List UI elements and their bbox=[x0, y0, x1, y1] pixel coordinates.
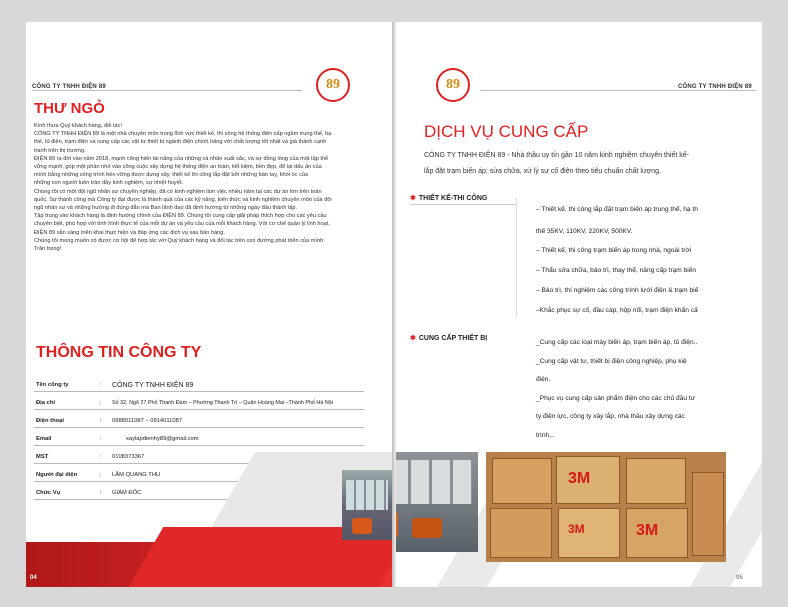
service-design-item: thế 35KV, 110KV, 220KV, 500KV. bbox=[536, 228, 633, 235]
brand-label: 3M bbox=[636, 522, 659, 539]
star-icon: ✱ bbox=[410, 335, 416, 342]
letter-line: quốc. Sự thành công mà Công ty đạt được là thành quả của các kỹ năng, kiến thức và kinh nghiệm chuyên môn của đội bbox=[34, 196, 332, 203]
services-intro bbox=[424, 148, 760, 180]
service-supply-item: trình,.. bbox=[536, 432, 555, 439]
info-row-tax: MST : 0108373367 bbox=[34, 446, 364, 464]
info-label: Tên công ty bbox=[36, 382, 69, 388]
info-row-address: Địa chỉ : Số 32, Ngõ 27 Phố Thanh Đàm – Phường Thanh Trì – Quận Hoàng Mai –Thành Phố Hà Nội bbox=[34, 392, 364, 410]
info-value: Số 32, Ngõ 27 Phố Thanh Đàm – Phường Thanh Trì – Quận Hoàng Mai –Thành Phố Hà Nội bbox=[112, 400, 333, 406]
left-page bbox=[26, 22, 392, 587]
info-row-position: Chức Vụ : GIÁM ĐỐC bbox=[34, 482, 364, 500]
info-label: MST bbox=[36, 454, 49, 460]
star-icon: ✱ bbox=[410, 195, 416, 202]
left-header-line bbox=[32, 90, 302, 91]
letter-line: ĐIỆN 89 ra đời vào năm 2018, mạnh công hiến tài năng của những cá nhân xuất sắc, và sự đồng lòng của một tập thể bbox=[34, 155, 329, 162]
info-row-name: Tên công ty : CÔNG TY TNHH ĐIỆN 89 bbox=[34, 374, 364, 392]
letter-line: Tập trung vào khách hàng là định hướng chính của ĐIỆN 89. Chúng tôi cung cấp giải pháp thích hợp cho các yêu cầu bbox=[34, 213, 327, 220]
service-design-item: – Thiết kế, thi công trạm biến áp trong nhà, ngoài trời bbox=[536, 247, 692, 254]
brand-label: 3M bbox=[568, 470, 591, 487]
service-supply-item: _Cung cấp các loại máy biến áp, trạm biến áp, tủ điện.. bbox=[536, 339, 698, 346]
letter-line: chuyên biệt, phù hợp với tình hình thực tế của mỗi dự án và yêu cầu của mỗi khách hàng. Với cơ chế quản lý linh hoạt, bbox=[34, 221, 330, 228]
switchgear-photo bbox=[396, 452, 478, 552]
brand-label: 3M bbox=[568, 522, 585, 536]
info-row-email: Email : xaylapdienhy89@gmail.com bbox=[34, 428, 364, 446]
letter-line: tranh trên thị trường. bbox=[34, 147, 86, 154]
letter-line: Chúng tôi có một đội ngũ nhân sự chuyên nghiệp, đã có kinh nghiệm làm việc nhiều năm tại các dự án lớn trên toàn bbox=[34, 188, 322, 195]
letter-line: những con người luôn tràn đầy kinh nghiệm, sự nhiệt huyết. bbox=[34, 180, 183, 187]
letter-line: Chúng tôi mong muốn có được cơ hội để hợp tác với Quý khách hàng và đối tác trên con đường phát triển của mình. bbox=[34, 237, 325, 244]
service-design-box bbox=[516, 198, 756, 318]
info-label: Email bbox=[36, 436, 52, 442]
right-header-line bbox=[480, 90, 756, 91]
service-design-item: – Bảo trì, thí nghiệm các công trình lưới điện & trạm biế bbox=[536, 287, 699, 294]
info-row-phone: Điện thoại : 0988011087 – 0914011087 bbox=[34, 410, 364, 428]
left-company-header: CÔNG TY TNHH ĐIỆN 89 bbox=[32, 84, 106, 90]
right-company-header: CÔNG TY TNHH ĐIỆN 89 bbox=[678, 84, 752, 90]
letter-line: Kính thưa Quý khách hàng, đối tác! bbox=[34, 123, 123, 129]
intro-line: lắp đặt trạm biến áp; sửa chữa, xử lý sự cố điện theo tiêu chuẩn chất lượng. bbox=[424, 168, 661, 175]
services-title: DỊCH VỤ CUNG CẤP bbox=[424, 122, 589, 141]
letter-line: Trân trọng! bbox=[34, 246, 62, 253]
info-label: Địa chỉ bbox=[36, 400, 56, 406]
logo-text: 89 bbox=[446, 77, 460, 92]
service-supply-item: điện. bbox=[536, 376, 551, 383]
service-design-title: ✱ THIẾT KẾ-THI CÔNG bbox=[410, 195, 488, 202]
right-page-number: 05 bbox=[736, 575, 743, 581]
info-title: THÔNG TIN CÔNG TY bbox=[36, 344, 202, 361]
info-value: xaylapdienhy89@gmail.com bbox=[126, 436, 199, 442]
right-page bbox=[396, 22, 762, 587]
info-value: LÂM QUANG THU bbox=[112, 472, 161, 478]
info-value: 0108373367 bbox=[112, 454, 145, 460]
service-supply-item: ty điện lực, công ty xây lắp, nhà thầu xây dựng các bbox=[536, 413, 685, 420]
service-supply-item: _Cung cấp vật tư, thiết bị điện công nghiệp, phụ kiệ bbox=[536, 358, 687, 365]
info-value: CÔNG TY TNHH ĐIỆN 89 bbox=[112, 382, 194, 389]
service-supply-title: ✱ CUNG CẤP THIẾT BỊ bbox=[410, 335, 488, 342]
service-design-item: –Khắc phục sự cố, đầu cáp, hộp nối, trạm điện khẩn cấ bbox=[536, 307, 698, 314]
service-design-item: – Thiết kế, thi công lắp đặt trạm biến áp trung thế, hạ th bbox=[536, 206, 698, 213]
company-logo bbox=[316, 68, 350, 102]
letter-body bbox=[34, 122, 384, 253]
info-label: Chức Vụ bbox=[36, 490, 61, 496]
info-row-representative: Người đại diện : LÂM QUANG THU bbox=[34, 464, 364, 482]
letter-title: THƯ NGỎ bbox=[34, 100, 105, 117]
letter-line: vững mạnh, góp một phần nhỏ vào công cuộc xây dựng hệ thống điện an toàn, tiết kiệm, bền đẹp, để lại dấu ấn của bbox=[34, 164, 322, 171]
letter-line: ngũ nhân sự và những hướng đi đúng đắn mà Ban lãnh đạo đã định hướng từ những ngày đầu thành lập. bbox=[34, 205, 298, 212]
letter-line: CÔNG TY TNHH ĐIỆN 89 là một nhà chuyên môn trong lĩnh vực thiết kế, thi công hệ thống điện cấp ngầm trung thế, hạ bbox=[34, 131, 332, 138]
service-supply-item: _Phục vụ cung cấp sản phẩm điện cho các chủ đầu tư bbox=[536, 395, 696, 402]
intro-line: CÔNG TY TNHH ĐIỆN 89 - Nhà thầu uy tín gần 10 năm kinh nghiệm chuyên thiết kế- bbox=[424, 152, 689, 159]
switchgear-photo-left bbox=[342, 470, 392, 540]
company-logo bbox=[436, 68, 470, 102]
info-value: 0988011087 – 0914011087 bbox=[112, 418, 183, 424]
letter-line: mình bằng những công trình bền vững được dựng xây, thiết kế thi công lắp đặt bởi những bàn tay, khối óc của bbox=[34, 172, 309, 179]
letter-line: ĐIỆN 89 sẵn sàng triển khai thực hiện và đáp ứng các dịch vụ sau bán hàng. bbox=[34, 229, 225, 236]
info-label: Người đại diện bbox=[36, 472, 78, 478]
boxes-3m-photo bbox=[486, 452, 726, 562]
left-page-number: 04 bbox=[30, 575, 37, 581]
letter-line: thế, tủ điện, trạm điện và cung cấp các vật tư thiết bị ngành điện chính hãng với chất lượng tốt nhất và giá thành cạnh bbox=[34, 139, 327, 146]
logo-text: 89 bbox=[326, 77, 340, 92]
info-value: GIÁM ĐỐC bbox=[112, 490, 142, 496]
info-label: Điện thoại bbox=[36, 418, 65, 424]
service-design-item: – Thẩu sửa chữa, bảo trì, thay thế, nâng cấp trạm biến bbox=[536, 267, 697, 274]
